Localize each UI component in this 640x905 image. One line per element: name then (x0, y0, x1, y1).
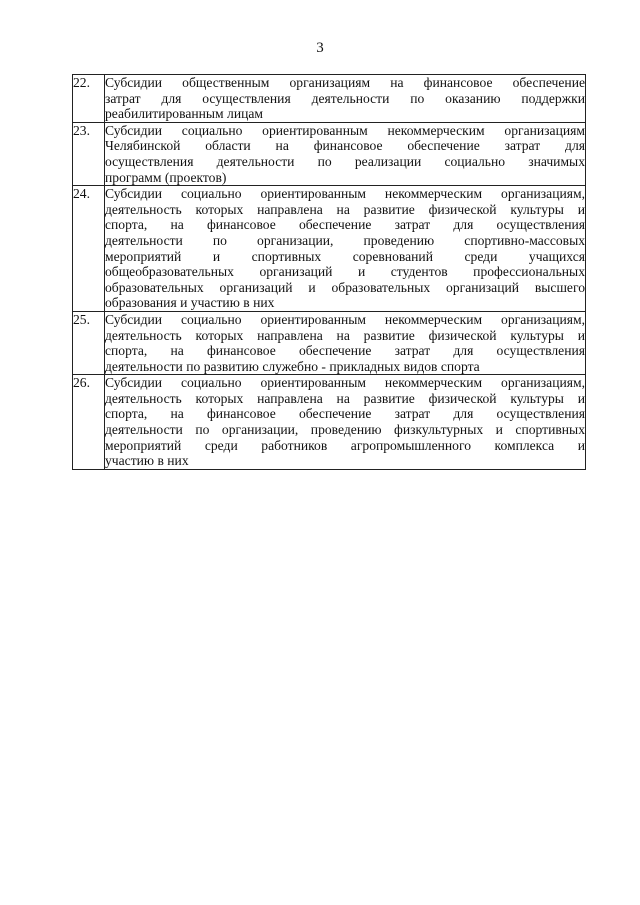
table-row (73, 186, 586, 312)
description-line: деятельности по организации, проведению спортивно-массовых (105, 232, 585, 248)
row-description (105, 186, 586, 312)
description-line: Субсидии социально ориентированным некоммерческим организациям (105, 122, 585, 138)
subsidies-table (72, 74, 586, 470)
description-line: участию в них (105, 453, 189, 469)
table-row (73, 311, 586, 374)
description-line: деятельности по развитию служебно - прикладных видов спорта (105, 358, 480, 374)
description-line: деятельность которых направлена на развитие физической культуры и (105, 390, 585, 406)
description-line: осуществления деятельности по реализации социально значимых (105, 153, 585, 169)
description-line: мероприятий среди работников агропромышленного комплекса и (105, 437, 585, 453)
description-line: деятельность которых направлена на развитие физической культуры и (105, 327, 585, 343)
description-line: мероприятий и спортивных соревнований среди учащихся (105, 248, 585, 264)
description-line: Субсидии социально ориентированным некоммерческим организациям, (105, 311, 585, 327)
row-description (105, 75, 586, 123)
description-line: Субсидии социально ориентированным некоммерческим организациям, (105, 186, 585, 202)
description-line: спорта, на финансовое обеспечение затрат для осуществления (105, 217, 585, 233)
table-row (73, 122, 586, 185)
row-number: 25. (73, 311, 105, 374)
description-line: спорта, на финансовое обеспечение затрат для осуществления (105, 343, 585, 359)
row-number: 26. (73, 375, 105, 470)
description-line: Субсидии общественным организациям на финансовое обеспечение (105, 75, 585, 90)
description-line: образовательных организаций и образовательных организаций высшего (105, 279, 585, 295)
page-number: 3 (316, 40, 324, 56)
row-description (105, 122, 586, 185)
row-number: 24. (73, 186, 105, 312)
description-line: деятельность которых направлена на развитие физической культуры и (105, 201, 585, 217)
description-line: деятельности по организации, проведению физкультурных и спортивных (105, 422, 585, 438)
description-line: Челябинской области на финансовое обеспечение затрат для (105, 138, 585, 154)
description-line: спорта, на финансовое обеспечение затрат для осуществления (105, 406, 585, 422)
description-line: образования и участию в них (105, 295, 275, 311)
description-line: общеобразовательных организаций и студентов профессиональных (105, 264, 585, 280)
description-line: Субсидии социально ориентированным некоммерческим организациям, (105, 375, 585, 391)
row-description (105, 311, 586, 374)
description-line: реабилитированным лицам (105, 106, 264, 122)
table-row (73, 75, 586, 123)
row-number: 23. (73, 122, 105, 185)
row-number: 22. (73, 75, 105, 123)
table-row (73, 375, 586, 470)
description-line: программ (проектов) (105, 169, 227, 185)
row-description (105, 375, 586, 470)
description-line: затрат для осуществления деятельности по оказанию поддержки (105, 90, 585, 106)
